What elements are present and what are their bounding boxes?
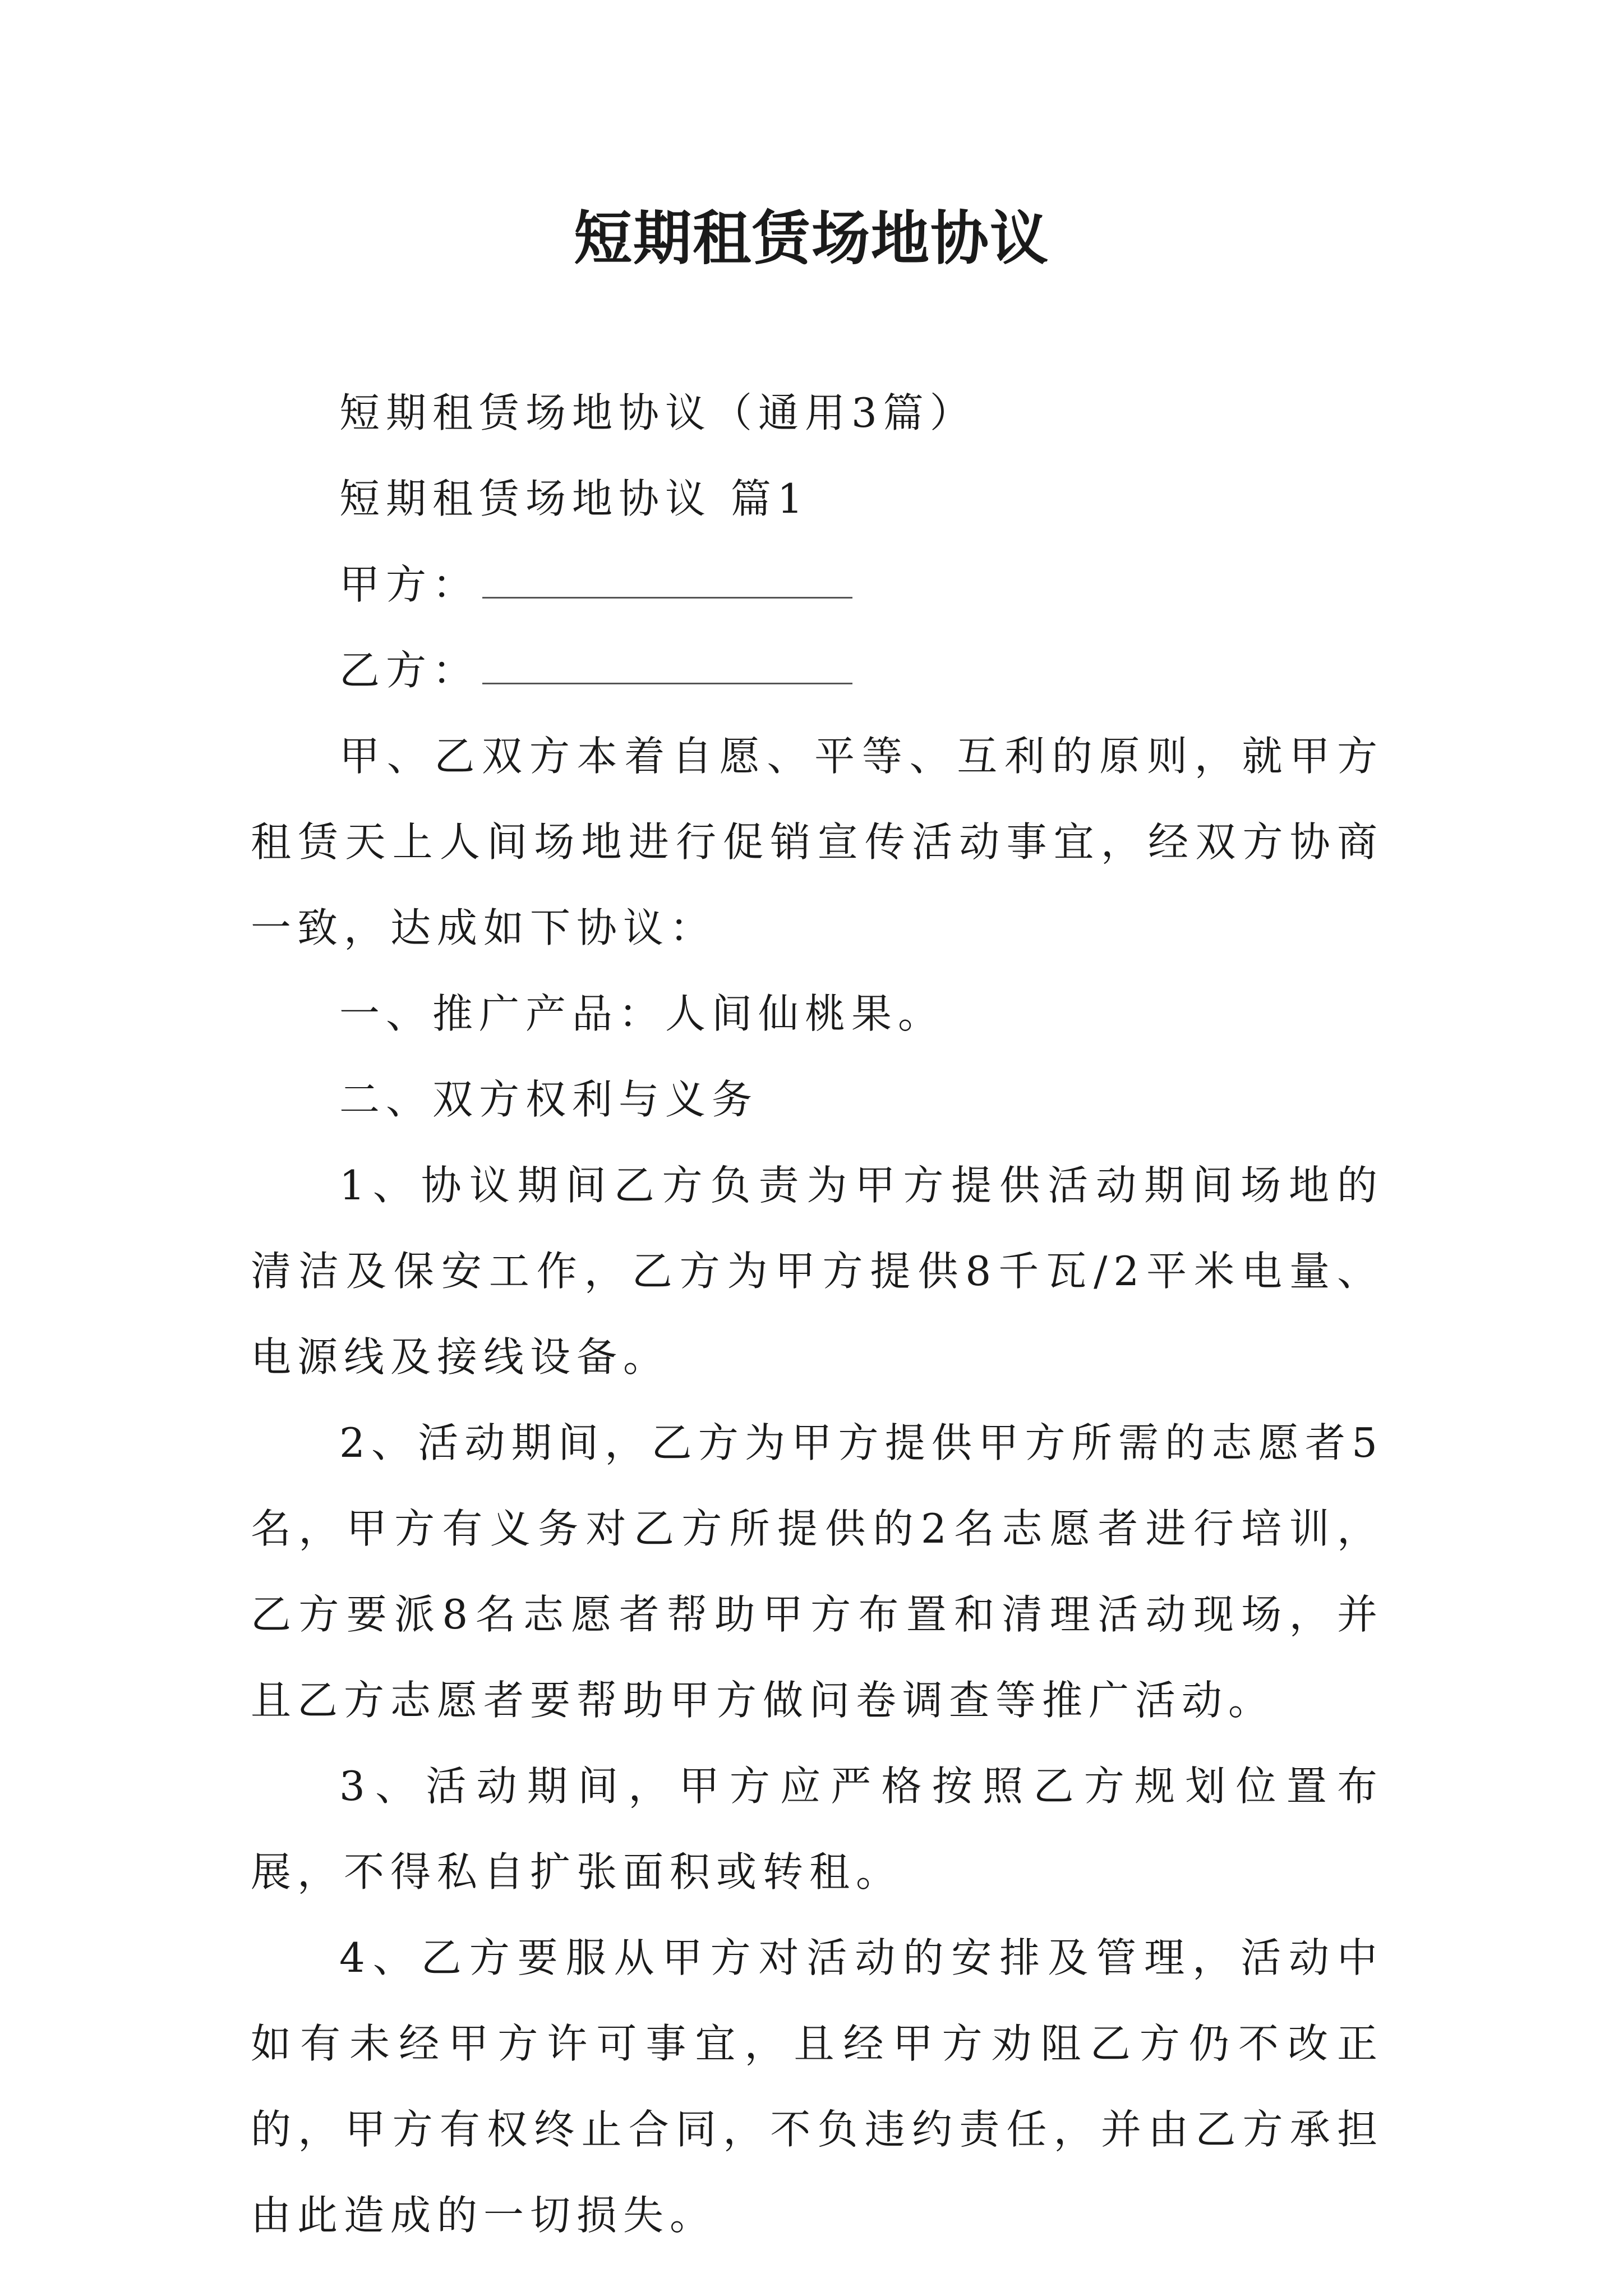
party-b-row	[251, 628, 1384, 714]
document-title: 短期租赁场地协议	[573, 204, 1049, 273]
party-b-label: 乙方：	[339, 647, 479, 694]
paragraph-product: 一、推广产品：人间仙桃果。	[339, 990, 945, 1037]
paragraph-clause-3: 3、活动期间，甲方应严格按照乙方规划位置布展，不得私自扩张面积或转租。	[251, 1763, 1384, 1895]
party-a-blank-line	[482, 563, 852, 599]
party-a-row	[251, 542, 1384, 628]
party-a-label: 甲方：	[339, 561, 479, 608]
section-heading: 短期租赁场地协议 篇1	[339, 475, 809, 522]
paragraph-clause-4: 4、乙方要服从甲方对活动的安排及管理，活动中如有未经甲方许可事宜，且经甲方劝阻乙方仍不改正的，甲方有权终止合同，不负违约责任，并由乙方承担由此造成的一切损失。	[251, 1934, 1384, 2239]
document-subtitle: 短期租赁场地协议（通用3篇）	[339, 389, 976, 436]
paragraph-clause-1: 1、协议期间乙方负责为甲方提供活动期间场地的清洁及保安工作，乙方为甲方提供8千瓦/2平米电量、电源线及接线设备。	[251, 1162, 1384, 1381]
paragraph-intro: 甲、乙双方本着自愿、平等、互利的原则，就甲方租赁天上人间场地进行促销宣传活动事宜，经双方协商一致，达成如下协议：	[251, 733, 1384, 951]
party-b-blank-line	[482, 649, 852, 684]
paragraph-rights-heading: 二、双方权利与义务	[339, 1076, 759, 1123]
paragraph-clause-2: 2、活动期间，乙方为甲方提供甲方所需的志愿者5名，甲方有义务对乙方所提供的2名志愿者进行培训，乙方要派8名志愿者帮助甲方布置和清理活动现场，并且乙方志愿者要帮助甲方做问卷调查等推广活动。	[251, 1419, 1384, 1724]
document-body	[251, 370, 1384, 2258]
